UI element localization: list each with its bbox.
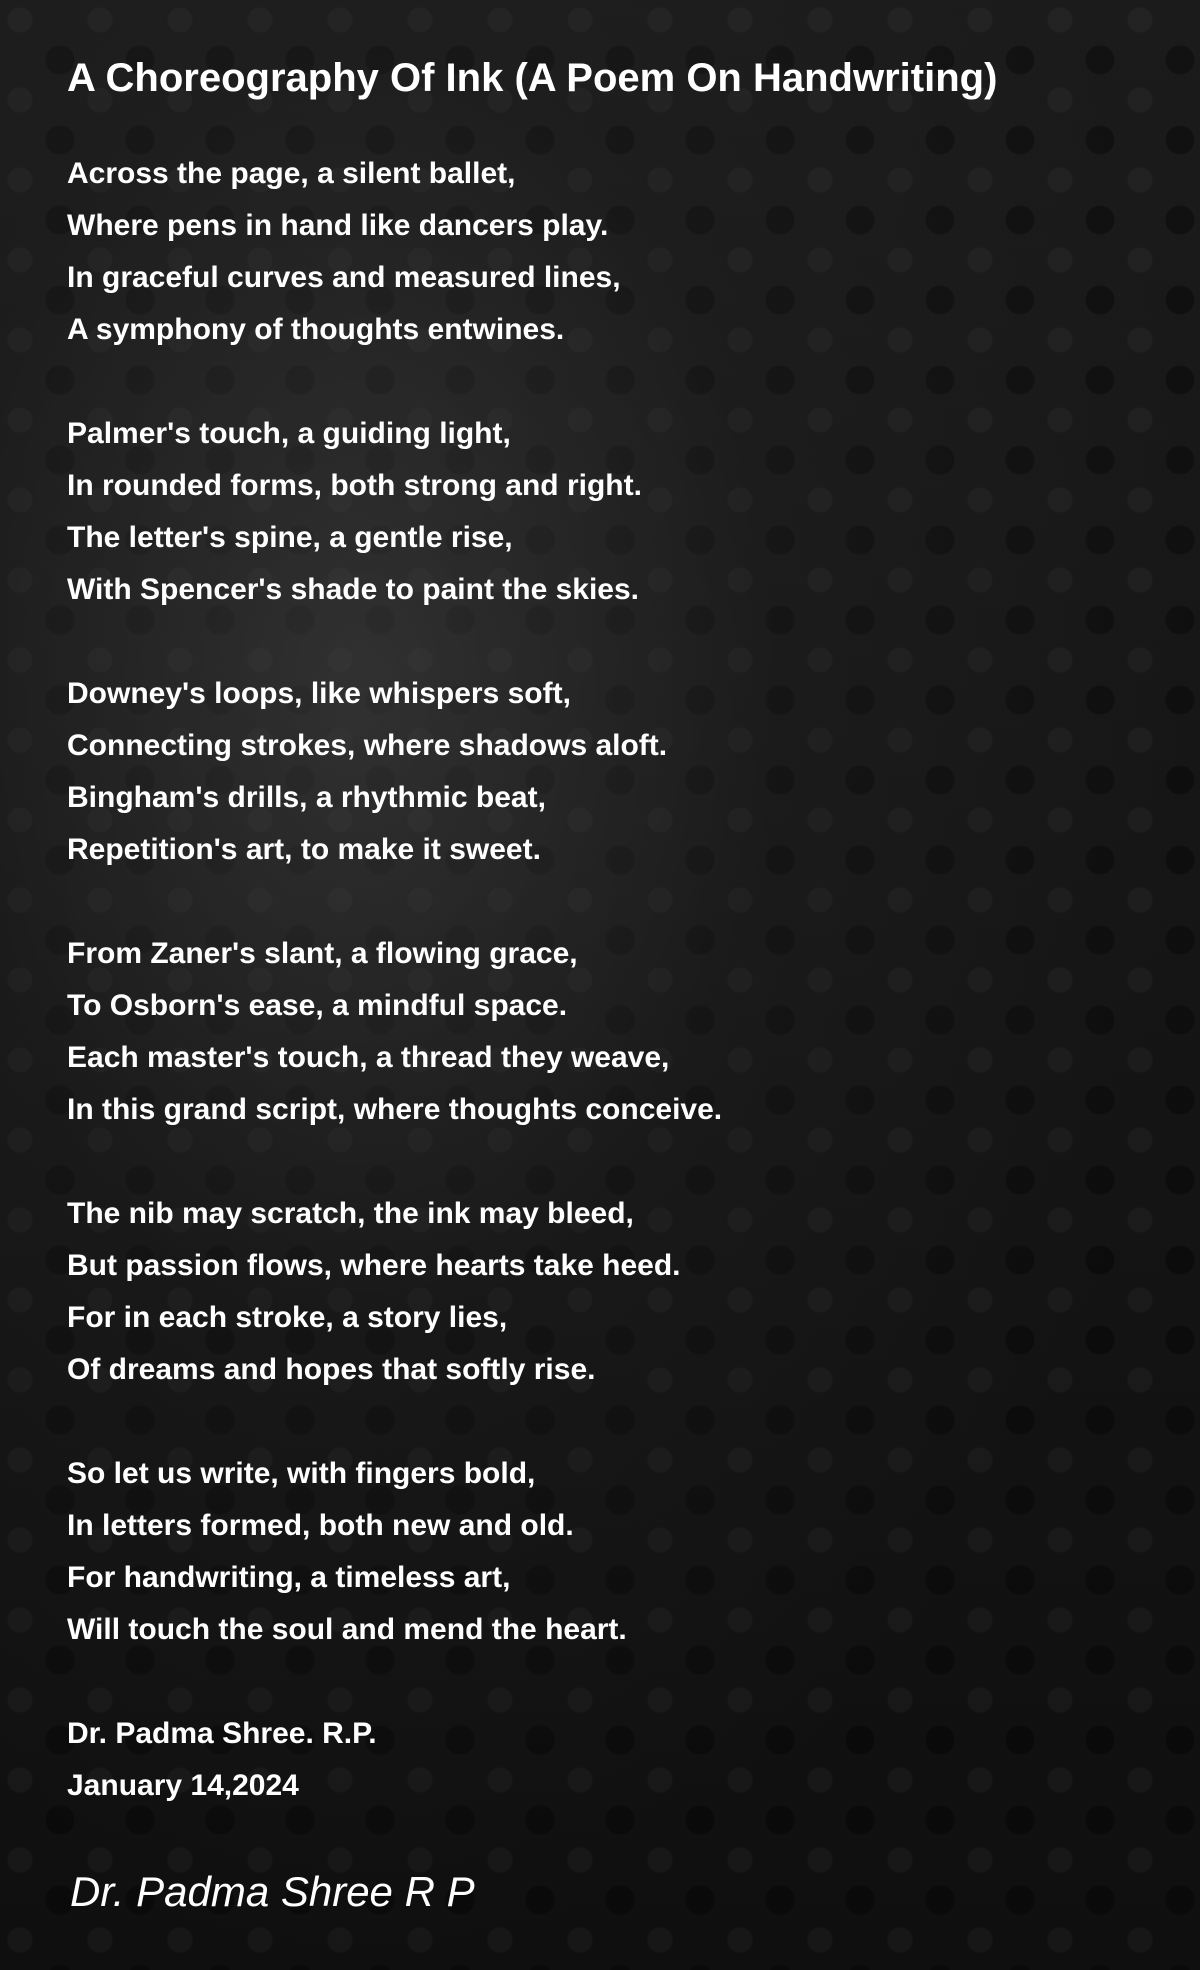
poem-line: Palmer's touch, a guiding light, — [67, 417, 511, 450]
poem-line: For in each stroke, a story lies, — [67, 1301, 508, 1334]
stanza-3 — [67, 668, 1147, 876]
stanza-2 — [67, 408, 1147, 616]
poem-line: From Zaner's slant, a flowing grace, — [67, 937, 578, 970]
stanza-6 — [67, 1448, 1147, 1656]
poem-title: A Choreography Of Ink (A Poem On Handwriting) — [67, 56, 998, 100]
poem-line: Downey's loops, like whispers soft, — [67, 677, 571, 710]
signoff-name: Dr. Padma Shree. R.P. — [67, 1717, 377, 1750]
poem-line: But passion flows, where hearts take heed. — [67, 1249, 681, 1282]
signoff-date: January 14,2024 — [67, 1769, 299, 1802]
poem-body — [67, 148, 1147, 1864]
poem-line: For handwriting, a timeless art, — [67, 1561, 511, 1594]
author-signature: Dr. Padma Shree R P — [70, 1868, 475, 1915]
stanza-5 — [67, 1188, 1147, 1396]
poem-line: Of dreams and hopes that softly rise. — [67, 1353, 596, 1386]
poem-line: So let us write, with fingers bold, — [67, 1457, 536, 1490]
poem-line: In rounded forms, both strong and right. — [67, 469, 642, 502]
poem-line: In letters formed, both new and old. — [67, 1509, 574, 1542]
poem-line: Connecting strokes, where shadows aloft. — [67, 729, 668, 762]
signoff — [67, 1708, 1147, 1812]
poem-line: To Osborn's ease, a mindful space. — [67, 989, 568, 1022]
poem-line: The letter's spine, a gentle rise, — [67, 521, 513, 554]
poem-line: With Spencer's shade to paint the skies. — [67, 573, 640, 606]
poem-line: Bingham's drills, a rhythmic beat, — [67, 781, 546, 814]
poem-line: In graceful curves and measured lines, — [67, 261, 621, 294]
poem-line: A symphony of thoughts entwines. — [67, 313, 565, 346]
poem-line: Where pens in hand like dancers play. — [67, 209, 609, 242]
poem-line: The nib may scratch, the ink may bleed, — [67, 1197, 634, 1230]
poem-line: Repetition's art, to make it sweet. — [67, 833, 541, 866]
poem-line: Across the page, a silent ballet, — [67, 157, 516, 190]
stanza-1 — [67, 148, 1147, 356]
poem-line: Will touch the soul and mend the heart. — [67, 1613, 627, 1646]
poem-line: Each master's touch, a thread they weave, — [67, 1041, 670, 1074]
stanza-4 — [67, 928, 1147, 1136]
poem-line: In this grand script, where thoughts conceive. — [67, 1093, 723, 1126]
